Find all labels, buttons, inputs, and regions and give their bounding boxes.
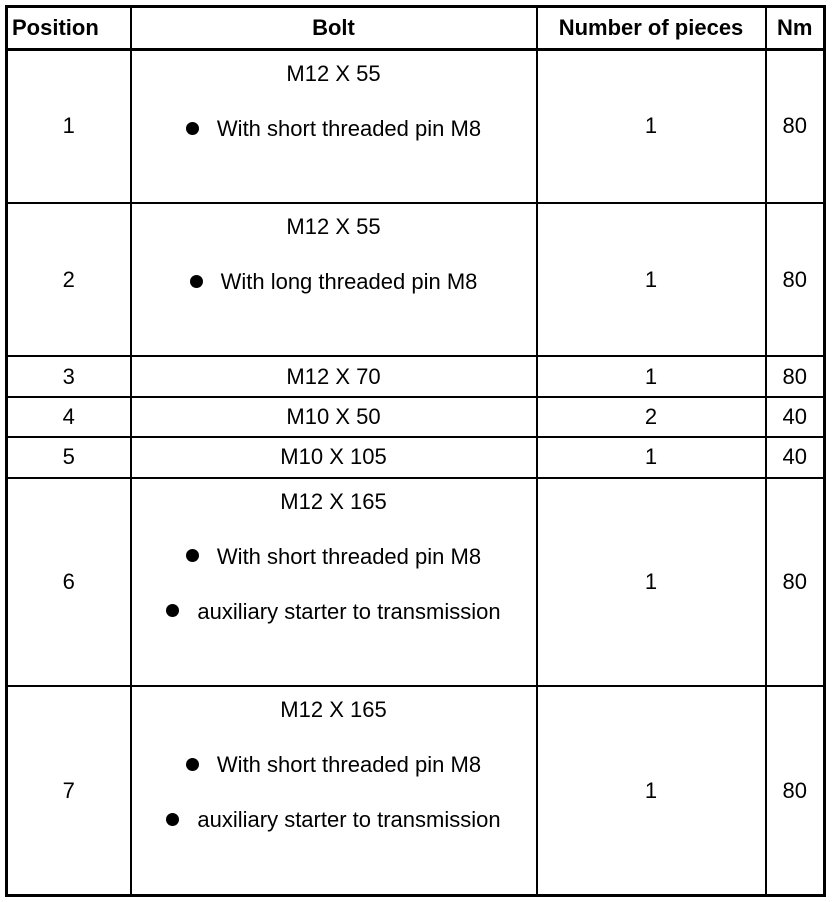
- header-row: [7, 7, 825, 50]
- nm-cell: 80: [766, 50, 825, 203]
- table-row: [7, 437, 825, 477]
- bolt-note-text: With long threaded pin M8: [220, 268, 478, 294]
- bolt-cell: [131, 203, 537, 356]
- bolt-note: [132, 116, 536, 142]
- pieces-cell: 1: [537, 686, 766, 895]
- pieces-cell: 1: [537, 478, 766, 687]
- position-cell: 2: [7, 203, 131, 356]
- bolt-torque-table: [5, 5, 826, 897]
- table-row: [7, 397, 825, 437]
- nm-cell: 40: [766, 437, 825, 477]
- bolt-note-text: With short threaded pin M8: [216, 116, 482, 141]
- header-nm: Nm: [766, 7, 825, 50]
- bolt-note: [132, 807, 536, 833]
- bolt-cell: M10 X 50: [131, 397, 537, 437]
- bullet-icon: [186, 758, 199, 771]
- table-row: [7, 478, 825, 687]
- nm-cell: 80: [766, 356, 825, 396]
- pieces-cell: 2: [537, 397, 766, 437]
- position-cell: 6: [7, 478, 131, 687]
- bolt-size: M12 X 165: [280, 488, 387, 514]
- bolt-note-text: With short threaded pin M8: [216, 752, 482, 778]
- position-cell: 1: [7, 50, 131, 203]
- bullet-icon: [166, 813, 179, 826]
- bolt-size: M12 X 55: [286, 213, 381, 239]
- nm-cell: 80: [766, 686, 825, 895]
- bolt-cell: [131, 478, 537, 687]
- bolt-cell: [131, 686, 537, 895]
- pieces-cell: 1: [537, 50, 766, 203]
- position-cell: 4: [7, 397, 131, 437]
- bolt-size: M12 X 55: [286, 61, 381, 86]
- pieces-cell: 1: [537, 356, 766, 396]
- bolt-cell: [131, 50, 537, 203]
- bullet-icon: [186, 122, 199, 135]
- bolt-note-text: auxiliary starter to transmission: [197, 807, 501, 833]
- table-row: [7, 50, 825, 203]
- nm-cell: 80: [766, 203, 825, 356]
- table-row: [7, 686, 825, 895]
- position-cell: 5: [7, 437, 131, 477]
- position-cell: 3: [7, 356, 131, 396]
- bolt-note: [132, 752, 536, 778]
- nm-cell: 40: [766, 397, 825, 437]
- table-row: [7, 203, 825, 356]
- bolt-note-text: auxiliary starter to transmission: [197, 598, 501, 624]
- bolt-size: M12 X 165: [280, 697, 387, 723]
- bolt-note: [132, 269, 536, 295]
- bolt-cell: M12 X 70: [131, 356, 537, 396]
- bolt-note-text: With short threaded pin M8: [216, 543, 482, 569]
- bolt-note: [132, 599, 536, 625]
- pieces-cell: 1: [537, 203, 766, 356]
- header-bolt: Bolt: [131, 7, 537, 50]
- position-cell: 7: [7, 686, 131, 895]
- bolt-note: [132, 544, 536, 570]
- pieces-cell: 1: [537, 437, 766, 477]
- header-position: Position: [7, 7, 131, 50]
- bolt-cell: M10 X 105: [131, 437, 537, 477]
- nm-cell: 80: [766, 478, 825, 687]
- header-pieces: Number of pieces: [537, 7, 766, 50]
- table-row: [7, 356, 825, 396]
- bullet-icon: [190, 275, 203, 288]
- bullet-icon: [166, 604, 179, 617]
- bullet-icon: [186, 549, 199, 562]
